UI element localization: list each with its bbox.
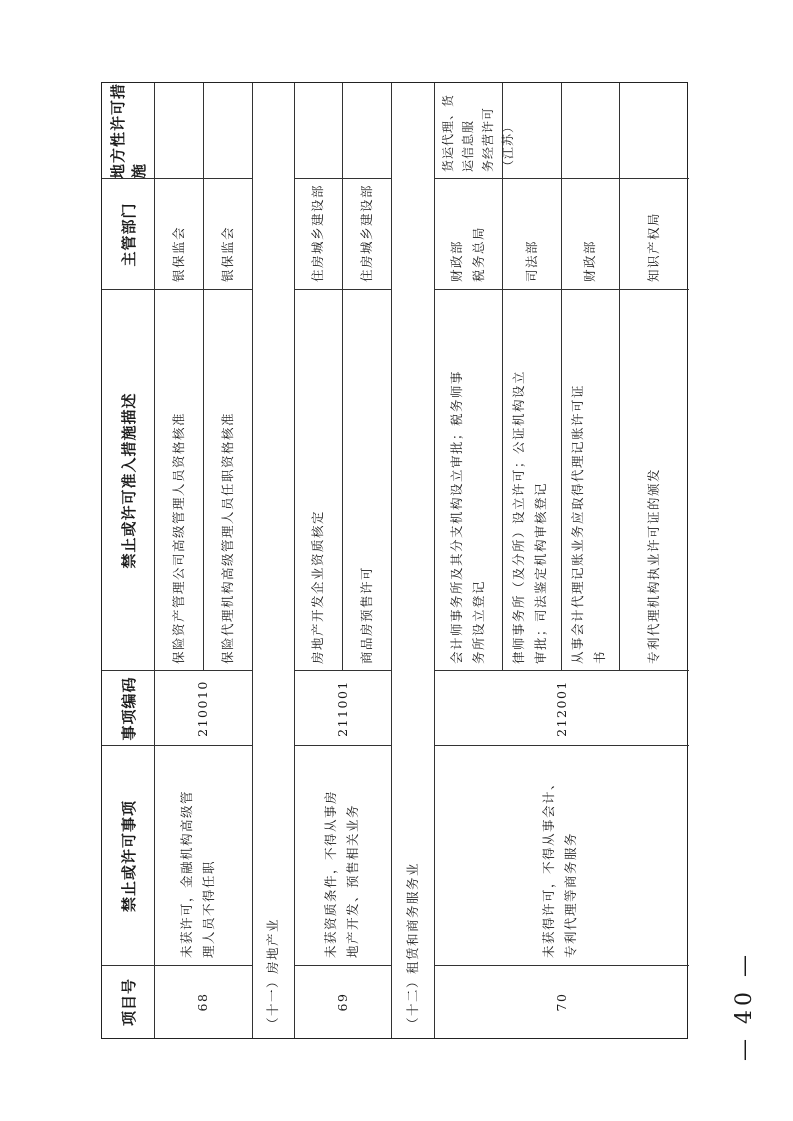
row70-code: 212001 [553,680,569,737]
row68-number: 68 [195,992,210,1012]
row69-item [320,748,364,958]
row70-desc2-line2: 审批；司法鉴定机构审核登记 [533,481,548,664]
row70-desc2 [508,292,552,664]
row70-local1-line1: 货运代理、货运信息服 [441,93,475,172]
line-r70-split2 [561,83,562,671]
section-heading-real-estate: （十一）房地产业 [265,917,280,1030]
row69-desc1: 房地产开发企业资质核定 [310,509,325,664]
row69-code: 211001 [334,680,350,737]
row69-item-line1: 未获资质条件，不得从事房 [323,789,338,958]
row70-item-line2: 专利代理等商务服务 [563,831,578,958]
vline-d3 [434,289,689,290]
row69-dept1: 住房城乡建设部 [310,183,325,282]
row68-dept1: 银保监会 [170,225,186,282]
header-project-no: 项目号 [119,978,138,1027]
row68-item-line2: 理人员不得任职 [201,859,216,958]
header-code: 事项编码 [119,676,138,741]
row68-desc2: 保险代理机构高级管理人员任职资格核准 [219,411,235,664]
row68-item-line1: 未获许可，金融机构高级管 [179,789,194,958]
row70-desc2-line1: 律师事务所（及分所）设立许可；公证机构设立 [511,369,526,664]
row70-desc3-line2: 书 [592,649,607,664]
header-item: 禁止或许可事项 [119,800,138,913]
row70-desc1-line2: 务所设立登记 [471,579,486,664]
row68-desc1: 保险资产管理公司高级管理人员资格核准 [170,411,186,664]
row68-dept2: 银保监会 [219,225,235,282]
row70-desc1-line1: 会计师事务所及其分支机构设立审批；税务师事 [449,369,464,664]
header-department: 主管部门 [119,202,138,267]
row70-desc4: 专利代理机构执业许可证的颁发 [646,467,661,664]
row70-desc3-line1: 从事会计代理记账业务应取得代理记账许可证 [570,383,585,664]
vline-e3 [434,178,689,179]
row70-dept1 [446,182,490,282]
vline-e2 [294,178,391,179]
row70-local1 [438,86,518,172]
regulation-table [101,82,688,1039]
row70-dept4: 知识产权局 [646,211,661,282]
row70-dept3: 财政部 [582,239,597,282]
page-number: — 40 — [732,951,757,1061]
row70-local1-line2: 务经营许可（江苏） [481,106,515,172]
row70-item [538,748,582,958]
row70-dept1-line1: 财政部 [449,239,464,282]
vline-e1 [102,178,252,179]
header-local-measures: 地方性许可措施 [109,82,148,179]
row70-number: 70 [553,992,569,1012]
row68-code: 210010 [195,680,210,737]
row69-desc2: 商品房预售许可 [358,565,374,664]
vline-d2 [294,289,391,290]
row69-dept2: 住房城乡建设部 [358,183,374,282]
row70-dept2: 司法部 [523,239,539,282]
row70-dept1-line2: 税务总局 [471,225,486,282]
row70-desc3 [567,292,611,664]
row69-item-line2: 地产开发、预售相关业务 [345,803,360,958]
header-description: 禁止或许可准入措施描述 [119,392,138,569]
row69-number: 69 [334,992,350,1012]
row70-desc1 [446,292,490,664]
vline-d1 [102,289,252,290]
row68-item [176,748,220,958]
row70-item-line1: 未获得许可，不得从事会计、 [541,775,556,958]
section-heading-leasing-business: （十二）租赁和商务服务业 [404,861,420,1030]
line-sec12-bottom [434,83,435,1038]
